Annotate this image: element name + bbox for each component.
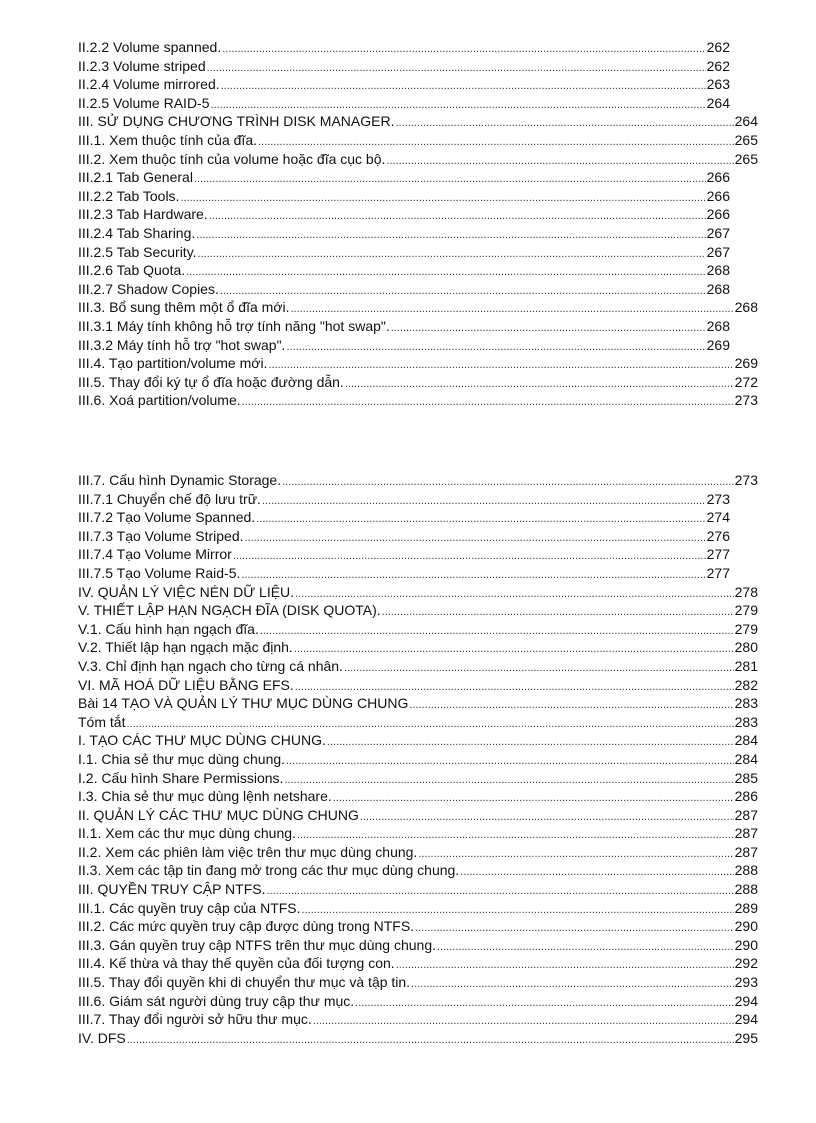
toc-entry-title: Tóm tắt [78,713,126,730]
toc-entry-title: III.5. Thay đổi ký tự ổ đĩa hoặc đường dẫn. [78,373,344,390]
toc-entry-title: III.7.3 Tạo Volume Striped. [78,527,244,544]
toc-entry-page-number: 284 [734,750,758,767]
toc-leader-dots [437,938,734,955]
toc-entry-title: I.1. Chia sẻ thư mục dùng chung. [78,750,286,767]
toc-entry-page-number: 264 [734,113,758,130]
toc-entry-page-number: 268 [734,299,758,316]
toc-entry-page-number: 278 [734,583,758,600]
toc-entry-title: III.7.2 Tạo Volume Spanned. [78,509,256,526]
toc-entry-title: III.6. Giám sát người dùng truy cập thư mục. [78,992,355,1009]
toc-leader-dots [286,752,734,769]
toc-entry-page-number: 267 [706,224,730,241]
toc-entry [78,205,730,224]
toc-entry [78,713,758,732]
toc-leader-dots [196,226,705,243]
toc-entry [78,57,730,76]
toc-leader-dots [207,59,706,76]
toc-entry [78,354,758,373]
toc-entry-title: III.2.5 Tab Security. [78,243,197,260]
toc-entry-page-number: 268 [706,280,730,297]
toc-leader-dots [260,622,734,639]
toc-entry-page-number: 282 [734,676,758,693]
toc-leader-dots [221,77,706,94]
toc-entry-page-number: 295 [734,1029,758,1046]
toc-leader-dots [294,640,734,657]
toc-entry-page-number: 276 [706,527,730,544]
toc-leader-dots [220,282,706,299]
toc-entry [78,391,758,410]
toc-entry-page-number: 287 [734,843,758,860]
toc-entry-page-number: 266 [706,169,730,186]
toc-entry [78,843,758,862]
toc-leader-dots [286,338,705,355]
toc-entry-page-number: 263 [706,76,730,93]
toc-leader-dots [233,547,706,564]
toc-leader-dots [262,492,706,509]
toc-entry-title: II.2.2 Volume spanned. [78,39,222,55]
toc-entry-title: III.2.1 Tab General [78,169,193,186]
toc-entry-page-number: 268 [706,262,730,279]
toc-entry [78,298,758,317]
toc-entry-page-number: 264 [706,94,730,111]
toc-entry-page-number: 279 [734,602,758,619]
toc-entry [78,490,730,509]
toc-entry-title: VI. MÃ HOÁ DỮ LIỆU BẰNG EFS. [78,676,294,693]
toc-entry-title: III.7.4 Tạo Volume Mirror [78,546,232,563]
toc-entry-page-number: 288 [734,881,758,898]
toc-leader-dots [418,845,733,862]
toc-leader-dots [268,356,733,373]
toc-entry-page-number: 287 [734,825,758,842]
toc-entry [78,992,758,1011]
toc-entry-page-number: 267 [706,243,730,260]
toc-entry [78,168,730,187]
toc-entry-title: II.2.4 Volume mirrored. [78,76,220,93]
toc-entry [78,527,730,546]
toc-entry [78,75,730,94]
toc-leader-dots [186,263,705,280]
toc-entry [78,564,730,583]
toc-entry-page-number: 274 [706,509,730,526]
toc-entry [78,471,758,490]
toc-leader-dots [127,1031,734,1048]
toc-leader-dots [295,585,734,602]
toc-leader-dots [295,678,734,695]
toc-leader-dots [211,96,706,113]
toc-block-top [78,38,758,410]
toc-entry-page-number: 293 [734,974,758,991]
toc-entry [78,150,758,169]
toc-entry [78,583,758,602]
toc-entry-page-number: 262 [706,57,730,74]
toc-entry-title: V.1. Cấu hình hạn ngạch đĩa. [78,620,259,637]
toc-entry-page-number: 273 [734,392,758,409]
toc-entry-title: III.1. Xem thuộc tính của đĩa. [78,131,257,148]
toc-leader-dots [327,733,734,750]
toc-leader-dots [266,882,733,899]
toc-entry [78,861,758,880]
toc-entry [78,280,730,299]
toc-leader-dots [386,152,733,169]
toc-leader-dots [415,919,734,936]
toc-entry [78,508,730,527]
toc-leader-dots [411,975,734,992]
toc-entry-title: III. QUYỀN TRUY CẬP NTFS. [78,881,266,898]
toc-leader-dots [282,473,734,490]
toc-entry-title: III.7.5 Tạo Volume Raid-5. [78,564,241,581]
toc-entry-page-number: 265 [734,131,758,148]
toc-entry-title: II.3. Xem các tập tin đang mở trong các thư mục dùng chung. [78,862,460,879]
toc-entry [78,731,758,750]
toc-entry [78,824,758,843]
toc-entry [78,936,758,955]
toc-leader-dots [355,994,733,1011]
toc-entry [78,769,758,788]
toc-entry-title: I. TẠO CÁC THƯ MỤC DÙNG CHUNG. [78,732,326,749]
toc-entry-title: III. SỬ DỤNG CHƯƠNG TRÌNH DISK MANAGER. [78,113,395,130]
toc-leader-dots [345,375,734,392]
toc-entry-page-number: 283 [734,695,758,712]
toc-leader-dots [409,696,733,713]
toc-entry-page-number: 279 [734,620,758,637]
toc-entry-page-number: 289 [734,899,758,916]
toc-leader-dots [391,319,706,336]
toc-leader-dots [395,114,733,131]
toc-leader-dots [382,603,734,620]
toc-entry-page-number: 265 [734,150,758,167]
toc-entry-page-number: 266 [706,206,730,223]
toc-entry-title: II.2. Xem các phiên làm việc trên thư mục dùng chung. [78,843,418,860]
toc-entry-page-number: 269 [734,355,758,372]
toc-entry-title: III.2.7 Shadow Copies. [78,280,219,297]
toc-entry-title: IV. DFS [78,1029,126,1046]
toc-entry-page-number: 286 [734,788,758,805]
toc-leader-dots [313,1012,734,1029]
toc-entry-title: III.2. Các mức quyền truy cập được dùng trong NTFS. [78,918,415,935]
toc-entry-page-number: 277 [706,546,730,563]
toc-entry-page-number: 290 [734,918,758,935]
toc-entry-title: I.2. Cấu hình Share Permissions. [78,769,284,786]
toc-entry [78,638,758,657]
toc-entry [78,973,758,992]
toc-entry [78,224,730,243]
toc-entry-title: III.3.1 Máy tính không hỗ trợ tính năng "hot swap". [78,317,390,334]
toc-entry [78,112,758,131]
toc-entry [78,38,730,57]
toc-entry-page-number: 273 [734,472,758,488]
toc-leader-dots [284,771,733,788]
toc-leader-dots [344,659,734,676]
toc-entry-title: II.1. Xem các thư mục dùng chung. [78,825,296,842]
toc-entry [78,676,758,695]
toc-entry [78,545,730,564]
toc-entry-title: III.7. Thay đổi người sở hữu thư mục. [78,1011,312,1028]
toc-leader-dots [291,300,734,317]
toc-entry-page-number: 292 [734,955,758,972]
toc-entry [78,261,730,280]
toc-leader-dots [198,245,706,262]
toc-entry [78,917,758,936]
toc-leader-dots [258,133,734,150]
toc-leader-dots [222,40,705,57]
toc-entry [78,1029,758,1048]
toc-entry-title: III.5. Thay đổi quyền khi di chuyển thư mục và tập tin. [78,974,411,991]
toc-leader-dots [180,189,705,206]
toc-entry-title: II. QUẢN LÝ CÁC THƯ MỤC DÙNG CHUNG [78,806,359,823]
toc-entry-title: III.4. Tạo partition/volume mới. [78,355,268,372]
toc-entry [78,657,758,676]
toc-entry-page-number: 262 [706,39,730,55]
toc-entry [78,899,758,918]
toc-entry-title: III.7. Cấu hình Dynamic Storage. [78,472,282,488]
toc-entry [78,601,758,620]
toc-leader-dots [302,901,734,918]
toc-entry [78,243,730,262]
toc-entry [78,1010,758,1029]
toc-entry-title: III.2.4 Tab Sharing. [78,224,196,241]
toc-entry [78,954,758,973]
toc-entry-page-number: 272 [734,373,758,390]
toc-leader-dots [460,863,733,880]
toc-entry-page-number: 285 [734,769,758,786]
toc-entry-title: III.3.2 Máy tính hỗ trợ "hot swap". [78,336,286,353]
toc-entry-title: III.4. Kế thừa và thay thế quyền của đối tượng con. [78,955,395,972]
toc-entry-title: III.2. Xem thuộc tính của volume hoặc đĩa cục bộ. [78,150,386,167]
toc-block-bottom [78,471,758,1047]
toc-entry-title: V.3. Chỉ định hạn ngạch cho từng cá nhân. [78,657,343,674]
toc-entry-title: III.2.3 Tab Hardware. [78,206,208,223]
toc-entry [78,620,758,639]
toc-entry-page-number: 288 [734,862,758,879]
toc-entry-title: III.3. Gán quyền truy cập NTFS trên thư mục dùng chung. [78,936,436,953]
toc-entry-title: IV. QUẢN LÝ VIỆC NÉN DỮ LIỆU. [78,583,295,600]
toc-leader-dots [360,808,734,825]
toc-leader-dots [245,529,706,546]
toc-entry-page-number: 269 [706,336,730,353]
toc-entry-page-number: 283 [734,713,758,730]
toc-entry-page-number: 273 [706,490,730,507]
toc-leader-dots [297,826,734,843]
toc-entry [78,787,758,806]
toc-entry [78,187,730,206]
toc-entry-title: III.6. Xoá partition/volume. [78,392,241,409]
toc-entry-title: V.2. Thiết lập hạn ngạch mặc định. [78,639,293,656]
toc-entry-page-number: 268 [706,317,730,334]
toc-entry [78,131,758,150]
toc-leader-dots [194,170,706,187]
toc-entry-title: Bài 14 TẠO VÀ QUẢN LÝ THƯ MỤC DÙNG CHUNG [78,695,409,712]
toc-entry-title: I.3. Chia sẻ thư mục dùng lệnh netshare. [78,788,332,805]
toc-leader-dots [256,510,705,527]
toc-entry-title: III.7.1 Chuyển chế độ lưu trữ. [78,490,261,507]
toc-leader-dots [396,956,734,973]
toc-entry-page-number: 284 [734,732,758,749]
toc-leader-dots [333,789,734,806]
toc-entry-page-number: 266 [706,187,730,204]
toc-entry-page-number: 294 [734,992,758,1009]
toc-leader-dots [126,715,733,732]
toc-entry-title: II.2.3 Volume striped [78,57,206,74]
toc-entry-page-number: 280 [734,639,758,656]
toc-entry [78,317,730,336]
toc-entry [78,750,758,769]
toc-entry-title: V. THIẾT LẬP HẠN NGẠCH ĐĨA (DISK QUOTA). [78,602,381,619]
toc-entry [78,373,758,392]
toc-entry [78,806,758,825]
toc-entry-page-number: 281 [734,657,758,674]
toc-entry-page-number: 287 [734,806,758,823]
toc-entry-title: III.3. Bổ sung thêm một ổ đĩa mới. [78,299,290,316]
toc-entry [78,94,730,113]
toc-entry [78,336,730,355]
toc-entry-title: III.1. Các quyền truy cập của NTFS. [78,899,301,916]
toc-leader-dots [242,393,734,410]
toc-leader-dots [209,207,706,224]
toc-entry-page-number: 290 [734,936,758,953]
toc-entry-title: II.2.5 Volume RAID-5 [78,94,210,111]
toc-entry-title: III.2.6 Tab Quota. [78,262,186,279]
toc-entry-page-number: 294 [734,1011,758,1028]
toc-entry-title: III.2.2 Tab Tools. [78,187,180,204]
toc-entry [78,880,758,899]
toc-entry-page-number: 277 [706,564,730,581]
toc-leader-dots [241,566,705,583]
toc-entry [78,694,758,713]
